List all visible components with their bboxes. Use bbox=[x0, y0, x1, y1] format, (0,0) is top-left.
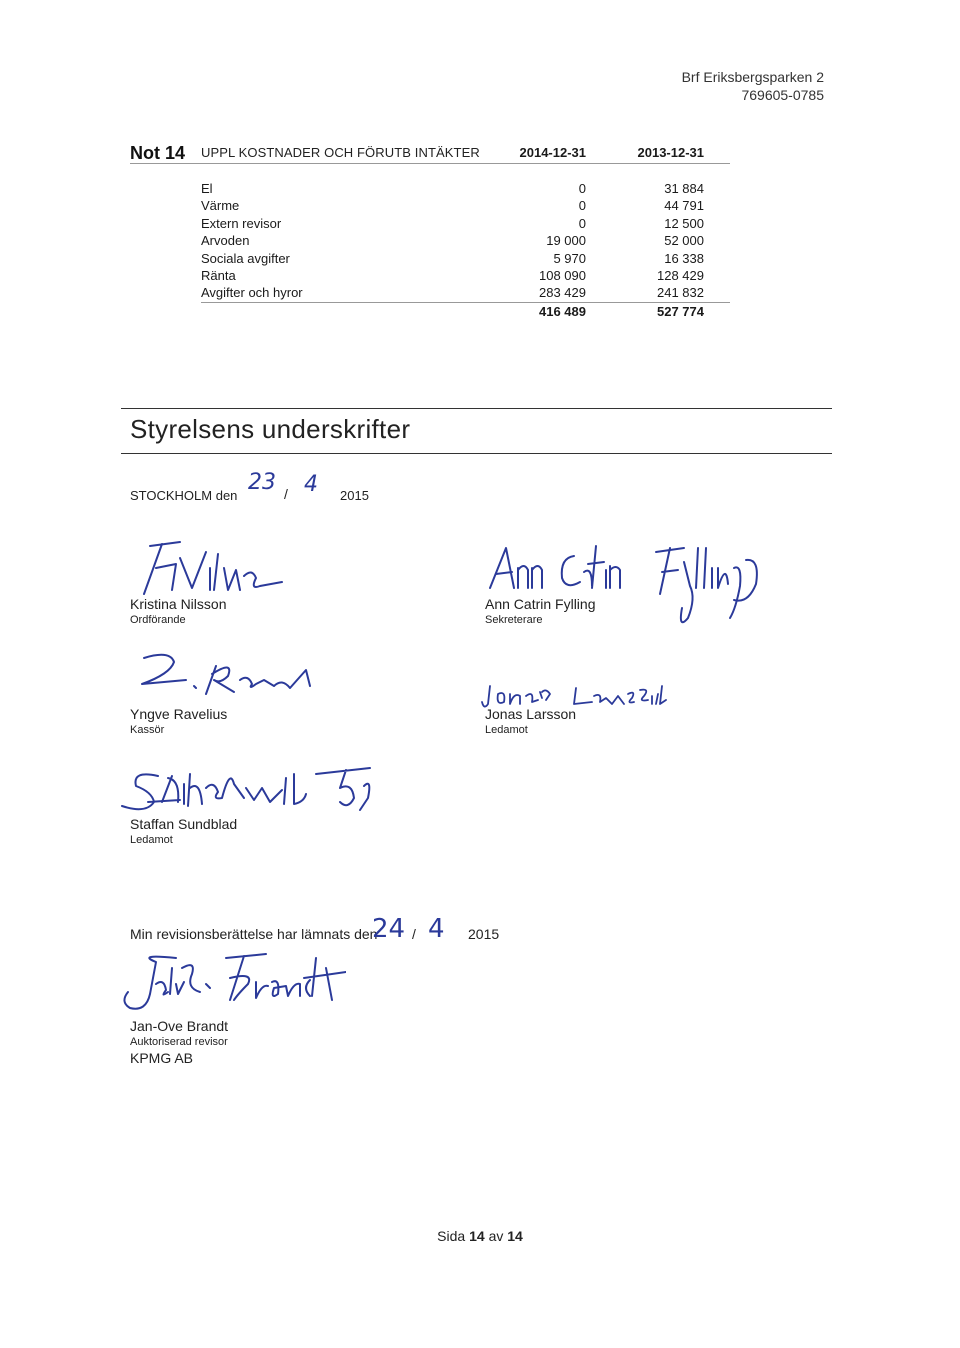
table-row bbox=[201, 215, 704, 232]
row-label: Avgifter och hyror bbox=[201, 285, 303, 301]
table-row bbox=[201, 250, 704, 267]
row-value-2014: 0 bbox=[578, 215, 586, 231]
total-2014: 416 489 bbox=[539, 304, 586, 319]
auditor-role: Auktoriserad revisor bbox=[130, 1036, 228, 1048]
signature-jan-ove-brandt bbox=[116, 948, 346, 1018]
row-label: Arvoden bbox=[201, 233, 250, 249]
auditor-date-day: 24 bbox=[372, 914, 406, 944]
signer-role: Ledamot bbox=[485, 724, 528, 736]
column-header-2014: 2014-12-31 bbox=[519, 145, 586, 160]
signer-role: Ordförande bbox=[130, 614, 186, 626]
note-title: UPPL KOSTNADER OCH FÖRUTB INTÄKTER bbox=[201, 145, 480, 160]
company-org-number: 769605-0785 bbox=[741, 87, 824, 103]
auditor-date-month: 4 bbox=[428, 914, 445, 944]
signer-name: Yngve Ravelius bbox=[130, 706, 228, 722]
auditor-date-year: 2015 bbox=[468, 926, 500, 942]
note-number: Not 14 bbox=[130, 143, 186, 163]
total-2013: 527 774 bbox=[657, 304, 704, 319]
row-label: Extern revisor bbox=[201, 215, 282, 231]
row-value-2013: 31 884 bbox=[664, 181, 704, 196]
table-row bbox=[201, 267, 704, 284]
signature-kristina-nilsson bbox=[132, 538, 292, 600]
row-value-2014: 19 000 bbox=[546, 233, 586, 249]
footer-total-pages: 14 bbox=[507, 1228, 523, 1244]
row-label: Sociala avgifter bbox=[201, 250, 290, 266]
footer-middle: av bbox=[488, 1228, 504, 1244]
row-value-2014: 5 970 bbox=[553, 250, 586, 266]
row-value-2013: 241 832 bbox=[657, 285, 704, 301]
auditor-statement: Min revisionsberättelse har lämnats den bbox=[130, 926, 378, 942]
row-label: Värme bbox=[201, 198, 240, 214]
row-value-2013: 16 338 bbox=[664, 250, 704, 266]
company-name: Brf Eriksbergsparken 2 bbox=[681, 69, 824, 85]
place-date-prefix: STOCKHOLM den bbox=[130, 488, 238, 503]
row-label: Ränta bbox=[201, 268, 236, 283]
signer-name: Kristina Nilsson bbox=[130, 596, 227, 612]
row-value-2013: 128 429 bbox=[657, 268, 704, 283]
row-value-2014: 283 429 bbox=[539, 285, 586, 301]
board-date-day: 23 bbox=[248, 470, 276, 495]
footer-prefix: Sida bbox=[437, 1228, 466, 1244]
signer-role: Ledamot bbox=[130, 834, 173, 846]
board-date-separator: / bbox=[284, 486, 288, 502]
section-rule-bottom bbox=[121, 453, 832, 454]
table-row bbox=[201, 284, 704, 301]
auditor-date-separator: / bbox=[412, 926, 416, 942]
header-rule bbox=[130, 163, 730, 164]
board-date-year: 2015 bbox=[340, 488, 369, 503]
row-value-2013: 52 000 bbox=[664, 233, 704, 249]
table-row bbox=[201, 232, 704, 249]
signatures-heading: Styrelsens underskrifter bbox=[130, 414, 411, 444]
table-row bbox=[201, 180, 704, 197]
auditor-name: Jan-Ove Brandt bbox=[130, 1018, 229, 1034]
signature-staffan-sundblad bbox=[118, 758, 388, 820]
signer-role: Kassör bbox=[130, 724, 165, 736]
signer-name: Jonas Larsson bbox=[485, 706, 577, 722]
row-value-2013: 44 791 bbox=[664, 198, 704, 214]
row-label: El bbox=[201, 181, 213, 196]
page-footer bbox=[0, 1228, 960, 1244]
row-value-2014: 0 bbox=[578, 198, 586, 214]
company-header bbox=[682, 68, 824, 104]
total-rule bbox=[201, 302, 730, 303]
column-header-2013: 2013-12-31 bbox=[637, 145, 704, 160]
signer-role: Sekreterare bbox=[485, 614, 543, 626]
row-value-2014: 108 090 bbox=[539, 268, 586, 283]
row-value-2013: 12 500 bbox=[664, 215, 704, 231]
table-row bbox=[201, 197, 704, 214]
section-rule-top bbox=[121, 408, 832, 409]
row-value-2014: 0 bbox=[578, 181, 586, 196]
signer-name: Ann Catrin Fylling bbox=[485, 596, 596, 612]
board-date-month: 4 bbox=[304, 472, 318, 497]
signature-yngve-ravelius bbox=[130, 650, 320, 702]
signer-name: Staffan Sundblad bbox=[130, 816, 238, 832]
footer-page-number: 14 bbox=[469, 1228, 485, 1244]
auditor-firm: KPMG AB bbox=[130, 1050, 194, 1066]
